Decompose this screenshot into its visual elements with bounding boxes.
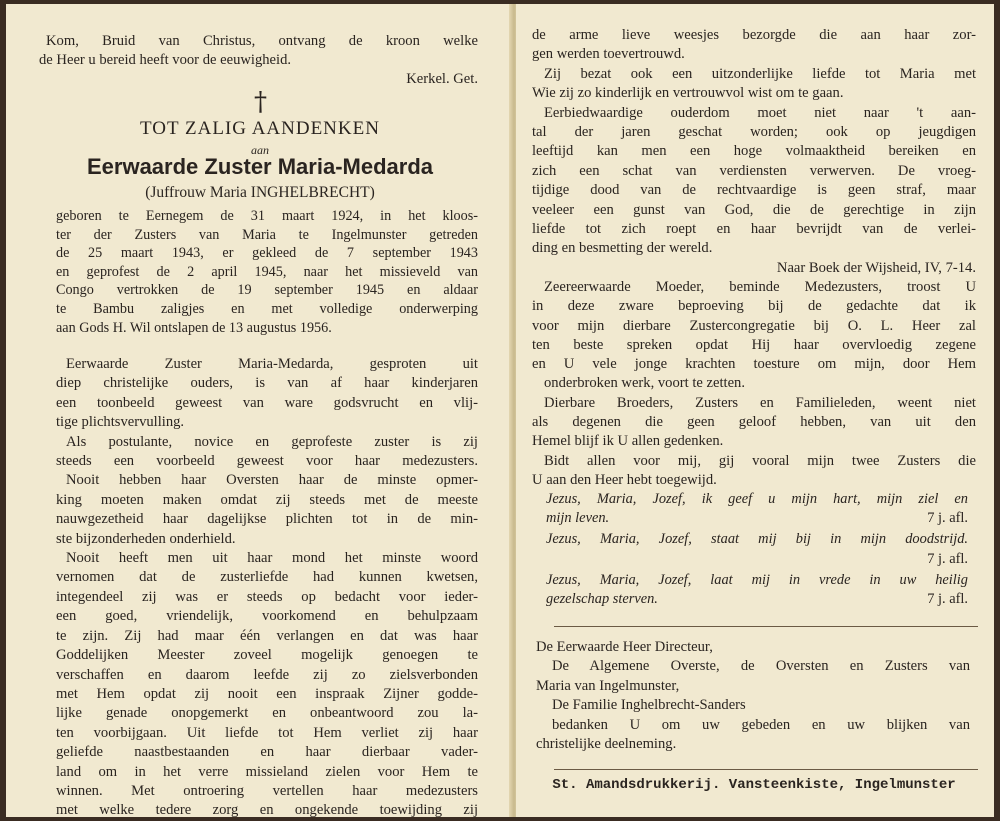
eulogy-line: Als postulante, novice en geprofeste zuster is zij xyxy=(66,433,478,450)
eulogy-line: ding en besmetting der wereld. xyxy=(532,240,713,257)
prayer-line: mijn leven. xyxy=(546,510,610,527)
address-line: Bidt allen voor mij, gij vooral mijn twee Zusters die xyxy=(544,452,976,469)
thanks-line: christelijke deelneming. xyxy=(536,736,677,753)
eulogy-line: lijke genade onopgemerkt en onbeantwoord zou la- xyxy=(56,705,478,722)
eulogy-line: nauwgezetheid haar dagelijkse plichten tot in de min- xyxy=(56,511,478,528)
address-line: in deze zware beproeving bij de gedachte dat ik xyxy=(532,298,976,315)
prayer xyxy=(546,530,968,568)
printer-credit: St. Amandsdrukkerij. Vansteenkiste, Ingelmunster xyxy=(552,777,956,793)
epigraph-line-1: Kom, Bruid van Christus, ontvang de kroon welke xyxy=(46,33,478,49)
eulogy-line: veeleer een gunst van God, die de gerechtige in zijn xyxy=(532,201,976,218)
eulogy-line: Zij bezat ook een uitzonderlijke liefde tot Maria met xyxy=(544,65,976,82)
address-line: ten beste spreken opdat Hij haar overvloedig zegene xyxy=(532,336,976,353)
eulogy-line: te zijn. Zij had maar één verlangen en dat was haar xyxy=(56,627,478,644)
epigraph-source: Kerkel. Get. xyxy=(406,71,478,87)
address-line: voor mijn dierbare Zustercongregatie bij O. L. Heer zal xyxy=(532,317,976,334)
eulogy-line: met welke tedere zorg en ongekende toewijding zij xyxy=(56,802,478,819)
bio-line: Congo vertrokken de 19 september 1945 en aldaar xyxy=(56,282,478,299)
prayer-line: Jezus, Maria, Jozef, laat mij in vrede in uw heilig xyxy=(546,571,968,588)
indulgence-note: 7 j. afl. xyxy=(927,550,968,567)
cross-icon: † xyxy=(254,87,267,117)
eulogy-line: king moeten maken omdat zij steeds met de meeste xyxy=(56,491,478,508)
eulogy-line: ten voorbijgaan. Uit liefde tot Hem verliet zij haar xyxy=(56,724,478,741)
eulogy-line: met Hem opdat zij nooit een inspraak Zijner godde- xyxy=(56,685,478,702)
eulogy xyxy=(56,355,478,821)
prayer-line-wrap xyxy=(546,509,968,528)
bio-line: geboren te Eernegem de 31 maart 1924, in het kloos- xyxy=(56,208,478,224)
prayers xyxy=(546,490,968,609)
deceased-name: Eerwaarde Zuster Maria-Medarda xyxy=(86,154,434,179)
eulogy-line: ste bijzonderheden onderhield. xyxy=(56,530,236,547)
eulogy-line: liefde tot zich roept en haar bevrijdt van de verlei- xyxy=(532,221,976,238)
prayer xyxy=(546,490,968,528)
eulogy-line: land om in het verre missieland zielen voor Hem te xyxy=(56,763,478,780)
memorial-title: TOT ZALIG AANDENKEN xyxy=(140,118,380,139)
epigraph-line-2: de Heer u bereid heeft voor de eeuwigheid. xyxy=(39,52,292,68)
thanks-line: bedanken U om uw gebeden en uw blijken van xyxy=(552,716,970,733)
eulogy-line: geliefde naastbestaanden en haar dierbaar vader- xyxy=(56,744,478,761)
address-line: Zeereerwaarde Moeder, beminde Medezusters, troost U xyxy=(544,279,976,295)
eulogy-line: diep christelijke ouders, is van af haar kinderjaren xyxy=(56,375,478,392)
eulogy-line: een toonbeeld geweest van ware godsvrucht en vlij- xyxy=(56,394,478,411)
eulogy-line: tal der jaren geschat worden; ook op jeugdigen xyxy=(532,124,976,141)
farewell-address xyxy=(532,278,976,490)
indulgence-note: 7 j. afl. xyxy=(927,591,968,608)
eulogy-line: verschaffen en daarom leefde zij zo zielsverbonden xyxy=(56,666,478,683)
bio-line: en geprofest de 2 april 1945, naar het missieveld van xyxy=(56,263,478,280)
eulogy-line: steeds een voorbeeld geweest voor haar medezusters. xyxy=(56,453,478,470)
indulgence-note: 7 j. afl. xyxy=(927,510,968,527)
scripture-citation: Naar Boek der Wijsheid, IV, 7-14. xyxy=(776,259,976,276)
eulogy-line: tige plichtsvervulling. xyxy=(56,414,185,431)
prayer xyxy=(546,571,968,609)
address-line: Hemel blijf ik U allen gedenken. xyxy=(532,433,724,450)
bio-line: ter der Zusters van Maria te Ingelmunster getreden xyxy=(56,226,478,243)
dedication-word: aan xyxy=(251,143,269,157)
eulogy-line: Nooit hebben haar Oversten haar de minste opmer- xyxy=(66,472,478,489)
bio-line: de 25 maart 1943, er gekleed de 7 september 1943 xyxy=(56,245,478,262)
eulogy-line: integendeel zij was er steeds op bedacht voor ieder- xyxy=(56,588,478,605)
eulogy-line: Eerwaarde Zuster Maria-Medarda, gesproten uit xyxy=(66,356,478,372)
memorial-card xyxy=(6,4,994,817)
prayer-line-wrap xyxy=(546,590,968,609)
eulogy-line: Goddelijken Meester zoveel mogelijk genoegen te xyxy=(56,647,478,664)
divider-rule xyxy=(554,769,978,770)
eulogy-continued xyxy=(532,26,976,278)
left-page xyxy=(6,4,515,817)
eulogy-line: Nooit heeft men uit haar mond het minste woord xyxy=(66,550,478,567)
eulogy-line: Eerbiedwaardige ouderdom moet niet naar 't aan- xyxy=(544,104,976,121)
thanks-line: De Familie Inghelbrecht-Sanders xyxy=(552,697,746,714)
prayer-line: Jezus, Maria, Jozef, ik geef u mijn hart, mijn ziel en xyxy=(546,491,968,507)
divider-rule xyxy=(554,626,978,627)
prayer-line: Jezus, Maria, Jozef, staat mij bij in mijn doodstrijd. xyxy=(546,531,968,548)
eulogy-line: winnen. Met ontroering vertellen haar medezusters xyxy=(56,782,478,799)
biography xyxy=(56,207,478,337)
eulogy-line: zich een schat van verdiensten verwerven. De vroeg- xyxy=(532,162,976,179)
eulogy-line: de arme lieve weesjes bezorgde die aan haar zor- xyxy=(532,27,976,43)
prayer-line: gezelschap sterven. xyxy=(546,591,658,608)
eulogy-line: leeftijd kan men een hoge volmaaktheid bereiken en xyxy=(532,143,976,160)
bio-line: aan Gods H. Wil ontslapen de 13 augustus 1956. xyxy=(56,319,332,336)
address-line: als degenen die geen geloof hebben, van uit den xyxy=(532,414,976,431)
thanks-line: Maria van Ingelmunster, xyxy=(536,677,680,694)
eulogy-line: een goed, vriendelijk, voorkomend en behulpzaam xyxy=(56,608,478,625)
eulogy-line: vernomen dat de zusterliefde had kunnen kwetsen, xyxy=(56,569,478,586)
thanks-line: De Algemene Overste, de Oversten en Zusters van xyxy=(552,658,970,675)
address-line: U aan den Heer hebt toegewijd. xyxy=(532,471,717,488)
address-line: Dierbare Broeders, Zusters en Familieleden, weent niet xyxy=(544,394,976,411)
eulogy-line: tijdige dood van de rechtvaardige is geen straf, maar xyxy=(532,182,976,199)
eulogy-line: Wie zij zo kinderlijk en vertrouwvol wist om te gaan. xyxy=(532,85,844,102)
address-line: en U vele jonge krachten toesture om mijn, door Hem xyxy=(532,356,976,373)
eulogy-line: gen werden toevertrouwd. xyxy=(532,46,685,63)
thanks xyxy=(536,638,970,754)
bio-line: te Bambu zaligjes en met volledige onderwerping xyxy=(56,300,478,317)
thanks-line: De Eerwaarde Heer Directeur, xyxy=(536,639,713,655)
address-line: onderbroken werk, voort te zetten. xyxy=(544,375,745,392)
civil-name: (Juffrouw Maria INGHELBRECHT) xyxy=(145,184,375,201)
